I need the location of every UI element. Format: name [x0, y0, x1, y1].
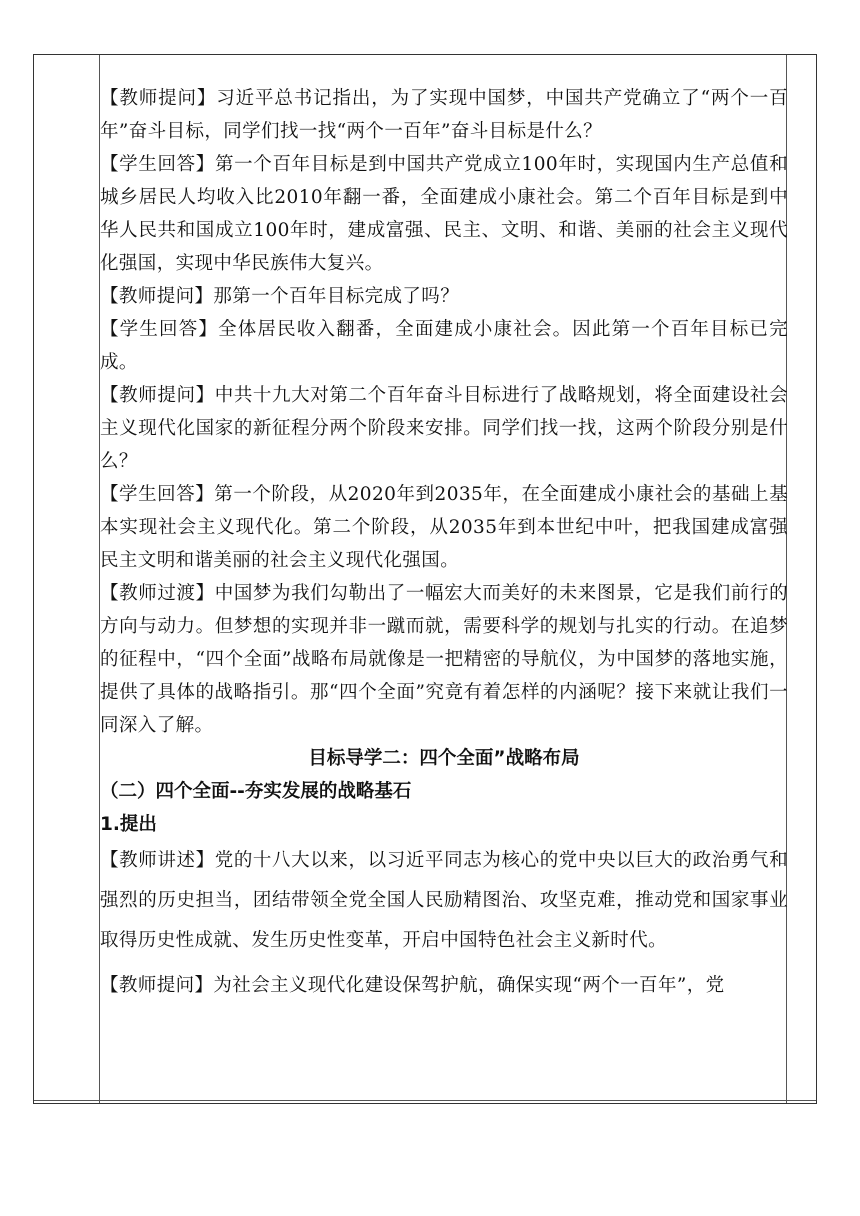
- paragraph-teacher-question-4: 【教师提问】为社会主义现代化建设保驾护航，确保实现“两个一百年”，党: [100, 975, 725, 996]
- paragraph-teacher-narration: 【教师讲述】党的十八大以来，以习近平同志为核心的党中央以巨大的政治勇气和强烈的历史担当，团结带领全党全国人民励精图治、攻坚克难，推动党和国家事业取得历史性成就、发生历史性变革，开启中国特色社会主义新时代。: [100, 850, 788, 951]
- paragraph-student-answer-2: 【学生回答】全体居民收入翻番，全面建成小康社会。因此第一个百年目标已完成。: [100, 319, 788, 373]
- paragraph-teacher-question-3: 【教师提问】中共十九大对第二个百年奋斗目标进行了战略规划，将全面建设社会主义现代化国家的新征程分两个阶段来安排。同学们找一找，这两个阶段分别是什么？: [100, 385, 788, 472]
- section-title: 目标导学二：四个全面”战略布局: [308, 748, 580, 769]
- point-title: 1.提出: [100, 814, 157, 835]
- lesson-content: [100, 82, 788, 1006]
- paragraph-teacher-transition: 【教师过渡】中国梦为我们勾勒出了一幅宏大而美好的未来图景，它是我们前行的方向与动力。但梦想的实现并非一蹴而就，需要科学的规划与扎实的行动。在追梦的征程中，“四个全面”战略布局就像是一把精密的导航仪，为中国梦的落地实施，提供了具体的战略指引。那“四个全面”究竟有着怎样的内涵呢？接下来就让我们一同深入了解。: [100, 583, 788, 736]
- paragraph-teacher-question-1: 【教师提问】习近平总书记指出，为了实现中国梦，中国共产党确立了“两个一百年”奋斗目标，同学们找一找“两个一百年”奋斗目标是什么？: [100, 88, 788, 142]
- paragraph-student-answer-3: 【学生回答】第一个阶段，从2020年到2035年，在全面建成小康社会的基础上基本实现社会主义现代化。第二个阶段，从2035年到本世纪中叶，把我国建成富强民主文明和谐美丽的社会主义现代化强国。: [100, 484, 788, 571]
- subsection-title: （二）四个全面--夯实发展的战略基石: [100, 781, 412, 802]
- paragraph-student-answer-1: 【学生回答】第一个百年目标是到中国共产党成立100年时，实现国内生产总值和城乡居民人均收入比2010年翻一番，全面建成小康社会。第二个百年目标是到中华人民共和国成立100年时，建成富强、民主、文明、和谐、美丽的社会主义现代化强国，实现中华民族伟大复兴。: [100, 154, 788, 274]
- paragraph-teacher-question-2: 【教师提问】那第一个百年目标完成了吗？: [100, 286, 460, 307]
